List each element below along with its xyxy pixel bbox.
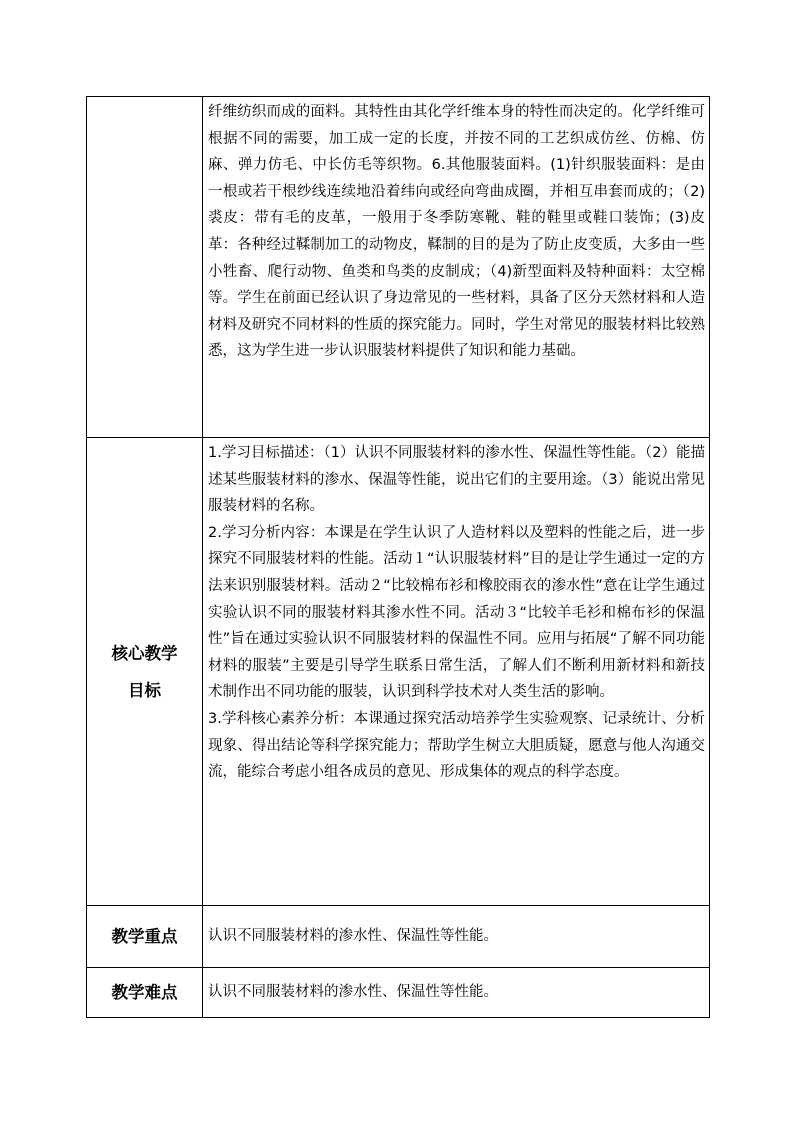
core-objectives-content-cell bbox=[203, 438, 710, 906]
difficult-points-content: 认识不同服装材料的渗水性、保温性等性能。 bbox=[203, 968, 710, 1018]
difficult-points-label: 教学难点 bbox=[87, 968, 203, 1018]
learning-analysis-paragraph: 2.学习分析内容：本课是在学生认识了人造材料以及塑料的性能之后，进一步探究不同服装材料的性能。活动１“认识服装材料”目的是让学生通过一定的方法来识别服装材料。活动２“比较棉布衫和橡胶雨衣的渗水性”意在让学生通过实验认识不同的服装材料其渗水性不同。活动３“比较羊毛衫和棉布衫的保温性”旨在通过实验认识不同服装材料的保温性不同。应用与拓展“了解不同功能材料的服装”主要是引导学生联系日常生活，了解人们不断利用新材料和新技术制作出不同功能的服装，认识到科学技术对人类生活的影响。 bbox=[208, 524, 705, 701]
lesson-plan-table bbox=[86, 96, 710, 1018]
key-points-label: 教学重点 bbox=[87, 906, 203, 968]
key-points-content: 认识不同服装材料的渗水性、保温性等性能。 bbox=[203, 906, 710, 968]
continuation-text: 纤维纺织而成的面料。其特性由其化学纤维本身的特性而决定的。化学纤维可根据不同的需要，加工成一定的长度，并按不同的工艺织成仿丝、仿棉、仿麻、弹力仿毛、中长仿毛等织物。6.其他服装面料。(1)针织服装面料：是由一根或若干根纱线连续地沿着纬向或经向弯曲成圈，并相互串套而成的；（2)裘皮：带有毛的皮革，一般用于冬季防寒靴、鞋的鞋里或鞋口装饰；(3)皮革：各种经过鞣制加工的动物皮，鞣制的目的是为了防止皮变质，大多由一些小牲畜、爬行动物、鱼类和鸟类的皮制成；（4)新型面料及特种面料：太空棉等。学生在前面已经认识了身边常见的一些材料，具备了区分天然材料和人造材料及研究不同材料的性质的探究能力。同时，学生对常见的服装材料比较熟悉，这为学生进一步认识服装材料提供了知识和能力基础。 bbox=[208, 104, 705, 360]
core-literacy-paragraph: 3.学科核心素养分析：本课通过探究活动培养学生实验观察、记录统计、分析现象、得出结论等科学探究能力；帮助学生树立大胆质疑，愿意与他人沟通交流，能综合考虑小组各成员的意见、形成集体的观点的科学态度。 bbox=[208, 710, 705, 781]
continuation-content-cell bbox=[203, 97, 710, 438]
core-objectives-label-line1: 核心教学 bbox=[111, 643, 178, 663]
objectives-description-paragraph: 1.学习目标描述：（1）认识不同服装材料的渗水性、保温性等性能。（2）能描述某些服装材料的渗水、保温等性能，说出它们的主要用途。（3）能说出常见服装材料的名称。 bbox=[208, 445, 705, 515]
table-row-core-objectives bbox=[87, 438, 710, 906]
core-objectives-label-line2: 目标 bbox=[128, 680, 161, 700]
table-row-key-points bbox=[87, 906, 710, 968]
table-row-continuation bbox=[87, 97, 710, 438]
table-row-difficult-points bbox=[87, 968, 710, 1018]
empty-label-cell bbox=[87, 97, 203, 438]
core-objectives-label-cell bbox=[87, 438, 203, 906]
